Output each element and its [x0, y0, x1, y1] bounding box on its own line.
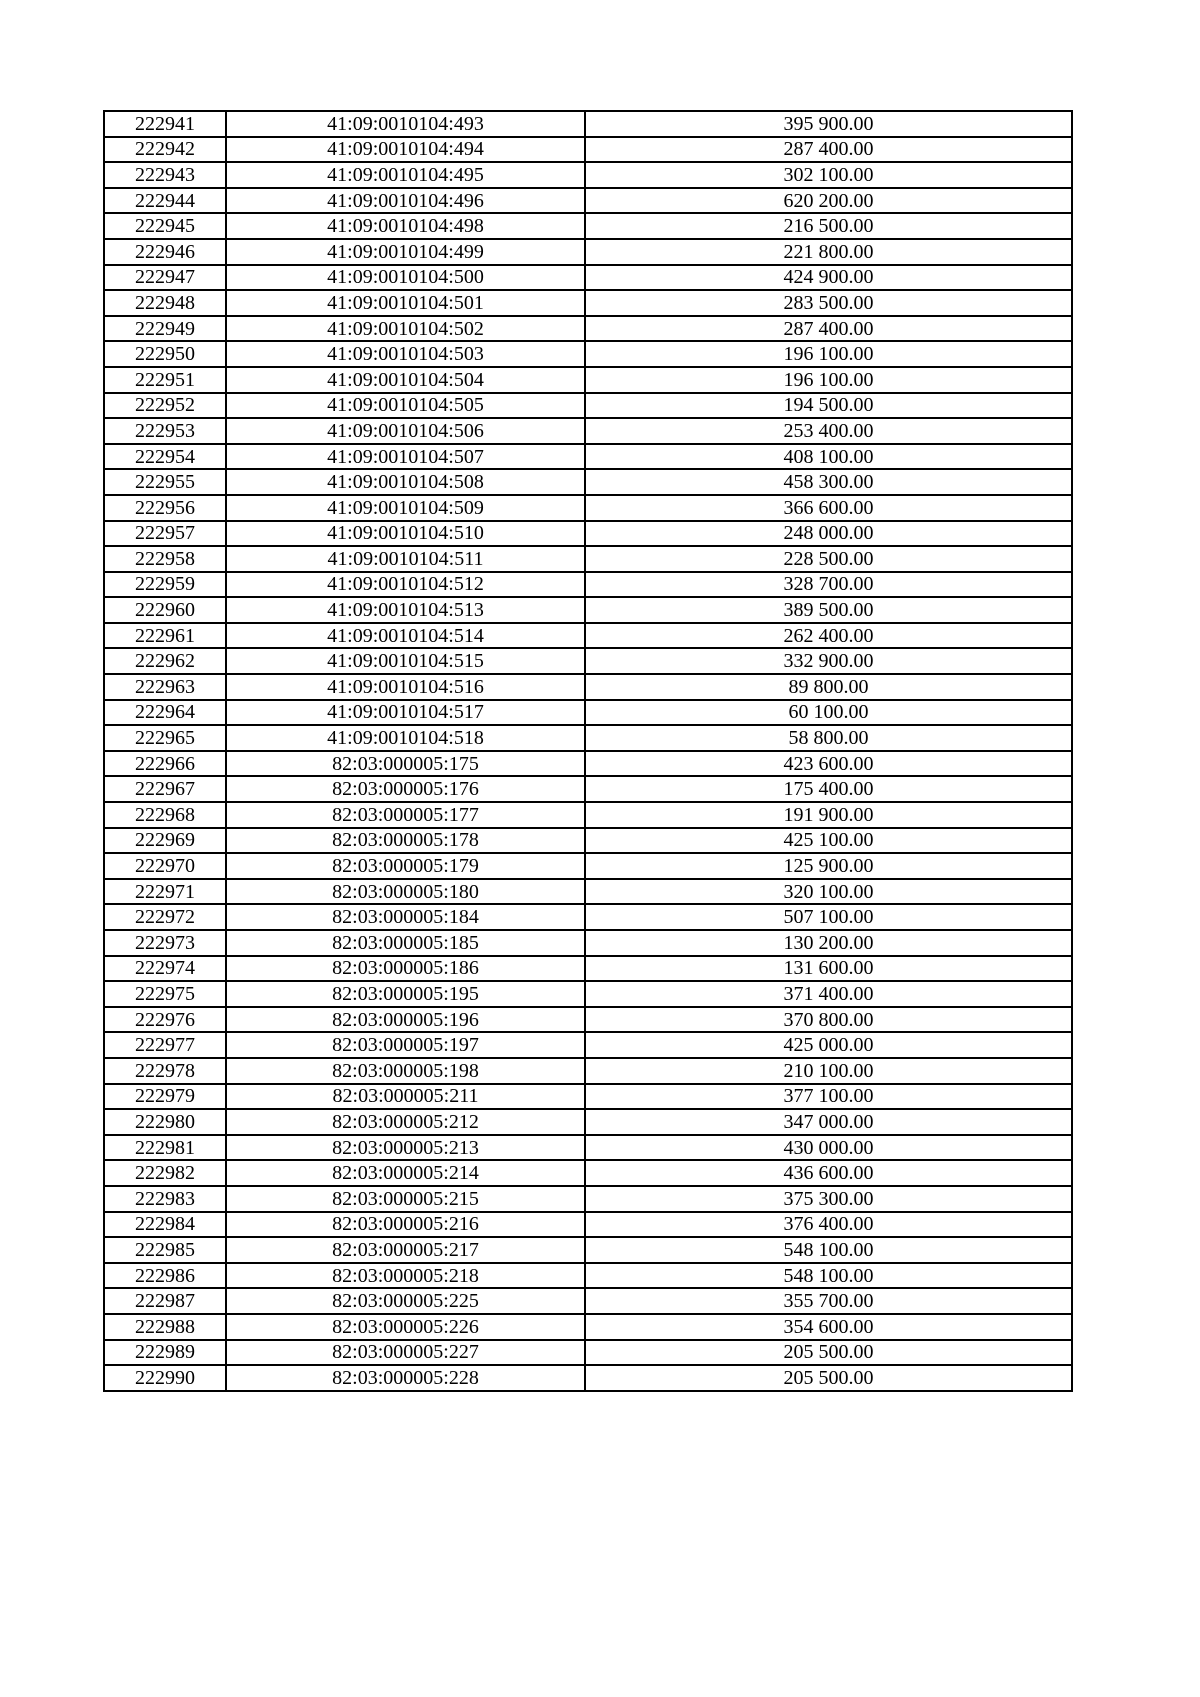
cadastral-number-cell: 41:09:0010104:507: [226, 444, 585, 470]
cadastral-value-cell: 371 400.00: [585, 981, 1072, 1007]
row-number-cell: 222944: [104, 188, 226, 214]
cadastral-number-cell: 82:03:000005:227: [226, 1340, 585, 1366]
table-row: [104, 341, 1072, 367]
cadastral-value-cell: 332 900.00: [585, 648, 1072, 674]
cadastral-number-cell: 82:03:000005:186: [226, 956, 585, 982]
row-number-cell: 222947: [104, 265, 226, 291]
cadastral-value-cell: 191 900.00: [585, 802, 1072, 828]
cadastral-value-cell: 370 800.00: [585, 1007, 1072, 1033]
cadastral-value-cell: 328 700.00: [585, 572, 1072, 598]
cadastral-value-cell: 175 400.00: [585, 776, 1072, 802]
cadastral-value-cell: 89 800.00: [585, 674, 1072, 700]
row-number-cell: 222952: [104, 393, 226, 419]
cadastral-value-cell: 354 600.00: [585, 1314, 1072, 1340]
cadastral-value-cell: 287 400.00: [585, 316, 1072, 342]
row-number-cell: 222967: [104, 776, 226, 802]
table-row: [104, 1032, 1072, 1058]
table-row: [104, 1288, 1072, 1314]
cadastral-value-cell: 205 500.00: [585, 1365, 1072, 1391]
cadastral-value-cell: 60 100.00: [585, 700, 1072, 726]
row-number-cell: 222981: [104, 1135, 226, 1161]
cadastral-value-cell: 366 600.00: [585, 495, 1072, 521]
row-number-cell: 222980: [104, 1109, 226, 1135]
row-number-cell: 222966: [104, 751, 226, 777]
row-number-cell: 222941: [104, 111, 226, 137]
cadastral-number-cell: 82:03:000005:226: [226, 1314, 585, 1340]
row-number-cell: 222950: [104, 341, 226, 367]
table-row: [104, 828, 1072, 854]
row-number-cell: 222977: [104, 1032, 226, 1058]
cadastral-number-cell: 41:09:0010104:499: [226, 239, 585, 265]
cadastral-value-cell: 302 100.00: [585, 162, 1072, 188]
row-number-cell: 222976: [104, 1007, 226, 1033]
cadastral-number-cell: 82:03:000005:180: [226, 879, 585, 905]
cadastral-number-cell: 41:09:0010104:506: [226, 418, 585, 444]
cadastral-value-cell: 425 000.00: [585, 1032, 1072, 1058]
cadastral-value-cell: 458 300.00: [585, 469, 1072, 495]
table-row: [104, 981, 1072, 1007]
table-body: [104, 111, 1072, 1391]
table-row: [104, 162, 1072, 188]
row-number-cell: 222987: [104, 1288, 226, 1314]
table-row: [104, 879, 1072, 905]
cadastral-number-cell: 82:03:000005:211: [226, 1084, 585, 1110]
cadastral-number-cell: 82:03:000005:177: [226, 802, 585, 828]
cadastral-number-cell: 41:09:0010104:494: [226, 137, 585, 163]
table-row: [104, 1109, 1072, 1135]
cadastral-value-cell: 216 500.00: [585, 213, 1072, 239]
table-row: [104, 751, 1072, 777]
cadastral-value-cell: 283 500.00: [585, 290, 1072, 316]
cadastral-value-cell: 347 000.00: [585, 1109, 1072, 1135]
table-row: [104, 1160, 1072, 1186]
cadastral-number-cell: 82:03:000005:198: [226, 1058, 585, 1084]
table-row: [104, 1058, 1072, 1084]
cadastral-number-cell: 82:03:000005:178: [226, 828, 585, 854]
row-number-cell: 222960: [104, 597, 226, 623]
cadastral-number-cell: 82:03:000005:197: [226, 1032, 585, 1058]
cadastral-value-cell: 196 100.00: [585, 367, 1072, 393]
cadastral-value-cell: 130 200.00: [585, 930, 1072, 956]
cadastral-number-cell: 82:03:000005:176: [226, 776, 585, 802]
cadastral-number-cell: 82:03:000005:185: [226, 930, 585, 956]
cadastral-number-cell: 41:09:0010104:515: [226, 648, 585, 674]
row-number-cell: 222985: [104, 1237, 226, 1263]
table-row: [104, 956, 1072, 982]
cadastral-number-cell: 41:09:0010104:505: [226, 393, 585, 419]
cadastral-number-cell: 41:09:0010104:496: [226, 188, 585, 214]
cadastral-value-cell: 196 100.00: [585, 341, 1072, 367]
table-row: [104, 316, 1072, 342]
cadastral-value-cell: 376 400.00: [585, 1212, 1072, 1238]
row-number-cell: 222957: [104, 521, 226, 547]
table-row: [104, 521, 1072, 547]
cadastral-number-cell: 41:09:0010104:510: [226, 521, 585, 547]
row-number-cell: 222961: [104, 623, 226, 649]
table-row: [104, 1263, 1072, 1289]
table-row: [104, 597, 1072, 623]
row-number-cell: 222962: [104, 648, 226, 674]
cadastral-number-cell: 82:03:000005:215: [226, 1186, 585, 1212]
cadastral-value-table: [103, 110, 1073, 1392]
row-number-cell: 222973: [104, 930, 226, 956]
cadastral-value-cell: 548 100.00: [585, 1263, 1072, 1289]
cadastral-number-cell: 82:03:000005:213: [226, 1135, 585, 1161]
row-number-cell: 222974: [104, 956, 226, 982]
table-row: [104, 725, 1072, 751]
row-number-cell: 222989: [104, 1340, 226, 1366]
cadastral-number-cell: 41:09:0010104:517: [226, 700, 585, 726]
cadastral-value-cell: 377 100.00: [585, 1084, 1072, 1110]
row-number-cell: 222990: [104, 1365, 226, 1391]
cadastral-number-cell: 41:09:0010104:500: [226, 265, 585, 291]
row-number-cell: 222972: [104, 904, 226, 930]
cadastral-value-cell: 425 100.00: [585, 828, 1072, 854]
cadastral-number-cell: 41:09:0010104:504: [226, 367, 585, 393]
cadastral-value-cell: 507 100.00: [585, 904, 1072, 930]
cadastral-value-cell: 248 000.00: [585, 521, 1072, 547]
row-number-cell: 222954: [104, 444, 226, 470]
table-row: [104, 930, 1072, 956]
cadastral-value-cell: 395 900.00: [585, 111, 1072, 137]
table-row: [104, 111, 1072, 137]
cadastral-number-cell: 82:03:000005:212: [226, 1109, 585, 1135]
table-row: [104, 495, 1072, 521]
cadastral-value-cell: 228 500.00: [585, 546, 1072, 572]
row-number-cell: 222965: [104, 725, 226, 751]
row-number-cell: 222945: [104, 213, 226, 239]
table-row: [104, 674, 1072, 700]
row-number-cell: 222979: [104, 1084, 226, 1110]
cadastral-number-cell: 41:09:0010104:498: [226, 213, 585, 239]
table-row: [104, 393, 1072, 419]
cadastral-number-cell: 41:09:0010104:516: [226, 674, 585, 700]
cadastral-number-cell: 82:03:000005:179: [226, 853, 585, 879]
row-number-cell: 222964: [104, 700, 226, 726]
cadastral-value-cell: 125 900.00: [585, 853, 1072, 879]
cadastral-value-cell: 548 100.00: [585, 1237, 1072, 1263]
row-number-cell: 222943: [104, 162, 226, 188]
cadastral-number-cell: 82:03:000005:184: [226, 904, 585, 930]
row-number-cell: 222982: [104, 1160, 226, 1186]
cadastral-value-cell: 221 800.00: [585, 239, 1072, 265]
cadastral-value-cell: 262 400.00: [585, 623, 1072, 649]
cadastral-value-cell: 253 400.00: [585, 418, 1072, 444]
cadastral-value-cell: 423 600.00: [585, 751, 1072, 777]
table-row: [104, 1212, 1072, 1238]
cadastral-value-cell: 210 100.00: [585, 1058, 1072, 1084]
table-row: [104, 367, 1072, 393]
cadastral-number-cell: 41:09:0010104:509: [226, 495, 585, 521]
cadastral-value-cell: 430 000.00: [585, 1135, 1072, 1161]
table-row: [104, 418, 1072, 444]
table-row: [104, 1237, 1072, 1263]
row-number-cell: 222958: [104, 546, 226, 572]
table-row: [104, 623, 1072, 649]
cadastral-number-cell: 82:03:000005:175: [226, 751, 585, 777]
cadastral-number-cell: 41:09:0010104:513: [226, 597, 585, 623]
cadastral-value-cell: 620 200.00: [585, 188, 1072, 214]
table-row: [104, 1007, 1072, 1033]
cadastral-value-cell: 375 300.00: [585, 1186, 1072, 1212]
row-number-cell: 222971: [104, 879, 226, 905]
cadastral-number-cell: 41:09:0010104:511: [226, 546, 585, 572]
cadastral-number-cell: 41:09:0010104:512: [226, 572, 585, 598]
row-number-cell: 222953: [104, 418, 226, 444]
cadastral-number-cell: 41:09:0010104:502: [226, 316, 585, 342]
table-row: [104, 1135, 1072, 1161]
table-row: [104, 188, 1072, 214]
table-row: [104, 853, 1072, 879]
table-row: [104, 444, 1072, 470]
cadastral-number-cell: 41:09:0010104:518: [226, 725, 585, 751]
row-number-cell: 222955: [104, 469, 226, 495]
table-row: [104, 1186, 1072, 1212]
cadastral-number-cell: 41:09:0010104:493: [226, 111, 585, 137]
cadastral-value-cell: 205 500.00: [585, 1340, 1072, 1366]
cadastral-number-cell: 82:03:000005:216: [226, 1212, 585, 1238]
row-number-cell: 222986: [104, 1263, 226, 1289]
row-number-cell: 222968: [104, 802, 226, 828]
table-row: [104, 904, 1072, 930]
row-number-cell: 222959: [104, 572, 226, 598]
cadastral-number-cell: 41:09:0010104:514: [226, 623, 585, 649]
table-row: [104, 469, 1072, 495]
cadastral-number-cell: 82:03:000005:218: [226, 1263, 585, 1289]
table-row: [104, 802, 1072, 828]
cadastral-number-cell: 41:09:0010104:501: [226, 290, 585, 316]
row-number-cell: 222984: [104, 1212, 226, 1238]
table-row: [104, 700, 1072, 726]
table-row: [104, 1314, 1072, 1340]
cadastral-number-cell: 82:03:000005:217: [226, 1237, 585, 1263]
table-row: [104, 1340, 1072, 1366]
row-number-cell: 222956: [104, 495, 226, 521]
row-number-cell: 222975: [104, 981, 226, 1007]
table-row: [104, 1365, 1072, 1391]
cadastral-value-cell: 287 400.00: [585, 137, 1072, 163]
cadastral-number-cell: 41:09:0010104:508: [226, 469, 585, 495]
table-row: [104, 776, 1072, 802]
table-row: [104, 213, 1072, 239]
table-row: [104, 572, 1072, 598]
row-number-cell: 222942: [104, 137, 226, 163]
cadastral-number-cell: 82:03:000005:196: [226, 1007, 585, 1033]
row-number-cell: 222988: [104, 1314, 226, 1340]
cadastral-value-cell: 408 100.00: [585, 444, 1072, 470]
cadastral-value-cell: 355 700.00: [585, 1288, 1072, 1314]
cadastral-value-cell: 194 500.00: [585, 393, 1072, 419]
row-number-cell: 222983: [104, 1186, 226, 1212]
row-number-cell: 222978: [104, 1058, 226, 1084]
row-number-cell: 222969: [104, 828, 226, 854]
cadastral-number-cell: 82:03:000005:195: [226, 981, 585, 1007]
table-row: [104, 137, 1072, 163]
table-row: [104, 265, 1072, 291]
cadastral-number-cell: 82:03:000005:228: [226, 1365, 585, 1391]
table-row: [104, 1084, 1072, 1110]
cadastral-number-cell: 41:09:0010104:503: [226, 341, 585, 367]
row-number-cell: 222970: [104, 853, 226, 879]
cadastral-number-cell: 82:03:000005:225: [226, 1288, 585, 1314]
row-number-cell: 222946: [104, 239, 226, 265]
table-row: [104, 290, 1072, 316]
table-row: [104, 239, 1072, 265]
row-number-cell: 222951: [104, 367, 226, 393]
cadastral-value-cell: 424 900.00: [585, 265, 1072, 291]
row-number-cell: 222948: [104, 290, 226, 316]
row-number-cell: 222963: [104, 674, 226, 700]
cadastral-value-cell: 320 100.00: [585, 879, 1072, 905]
table-row: [104, 648, 1072, 674]
cadastral-value-cell: 131 600.00: [585, 956, 1072, 982]
cadastral-number-cell: 41:09:0010104:495: [226, 162, 585, 188]
cadastral-value-cell: 58 800.00: [585, 725, 1072, 751]
cadastral-value-cell: 389 500.00: [585, 597, 1072, 623]
cadastral-value-cell: 436 600.00: [585, 1160, 1072, 1186]
table-row: [104, 546, 1072, 572]
row-number-cell: 222949: [104, 316, 226, 342]
cadastral-number-cell: 82:03:000005:214: [226, 1160, 585, 1186]
